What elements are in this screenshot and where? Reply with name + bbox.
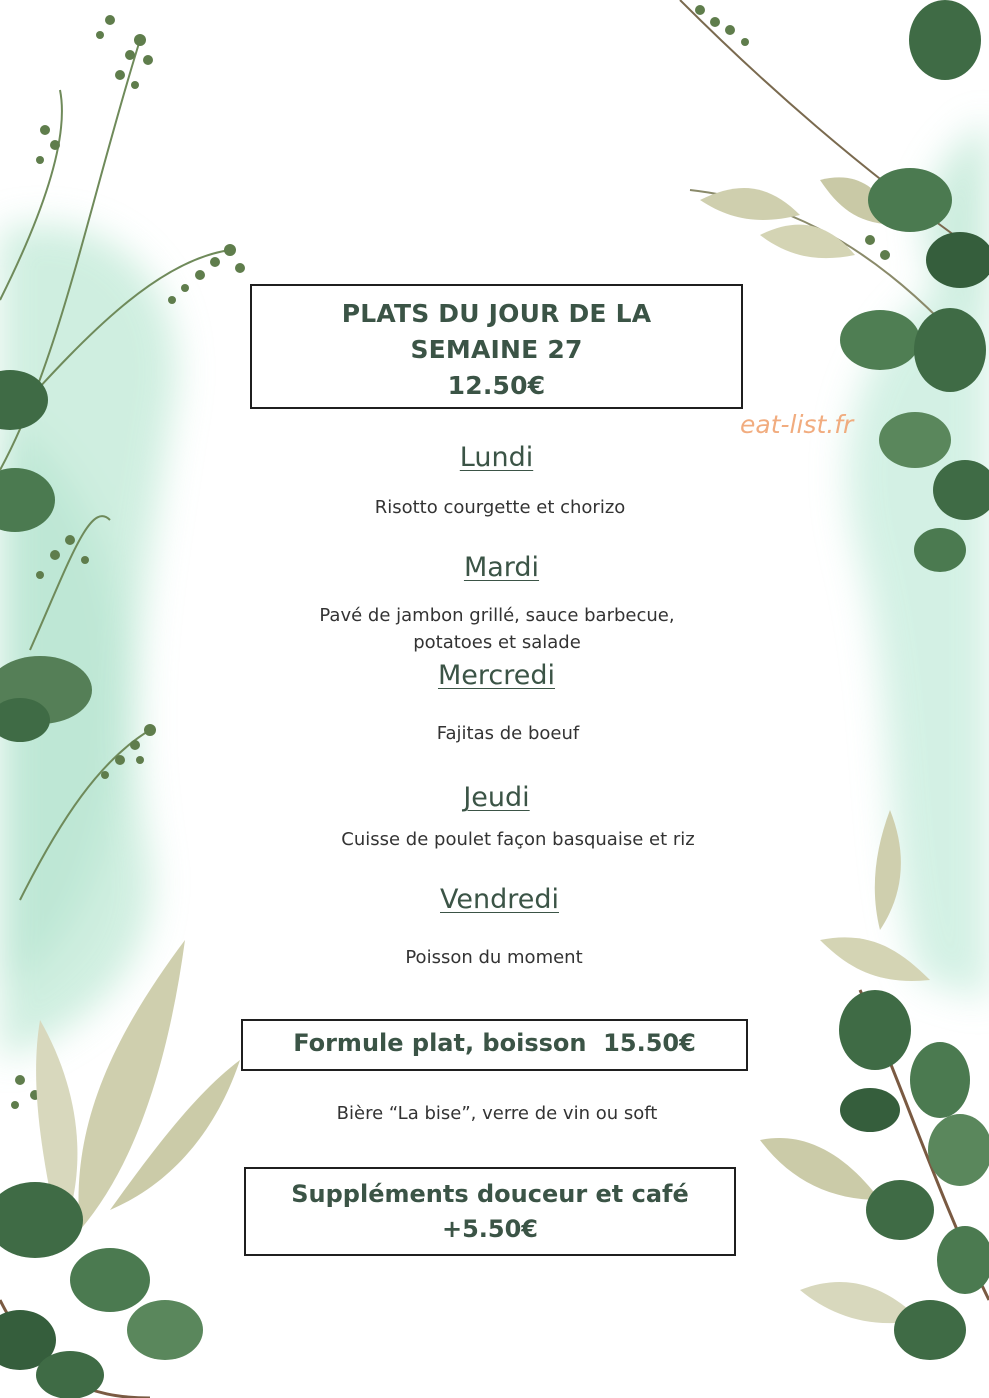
mint-wash: [0, 120, 989, 1060]
dish-mardi-line1: Pavé de jambon grillé, sauce barbecue,: [319, 605, 675, 626]
dish-lundi: Risotto courgette et chorizo: [374, 497, 626, 518]
formule-box: [241, 1019, 748, 1071]
dish-mercredi: Fajitas de boeuf: [436, 723, 580, 744]
day-heading-lundi: Lundi: [459, 442, 534, 473]
day-heading-vendredi: Vendredi: [440, 884, 559, 915]
day-heading-mardi: Mardi: [463, 552, 540, 583]
formule-label: Formule plat, boisson 15.50€: [293, 1029, 696, 1057]
supplements-line1: Suppléments douceur et café: [291, 1180, 689, 1208]
menu-title-line1: PLATS DU JOUR DE LA: [341, 299, 652, 328]
dish-vendredi: Poisson du moment: [405, 947, 583, 968]
watermark-text: eat-list.fr: [740, 410, 854, 439]
day-heading-mercredi: Mercredi: [437, 660, 556, 691]
menu-price: 12.50€: [447, 371, 546, 400]
dish-mardi-line2: potatoes et salade: [413, 632, 581, 653]
day-heading-jeudi: Jeudi: [463, 782, 530, 813]
formule-details: Bière “La bise”, verre de vin ou soft: [336, 1103, 658, 1124]
dish-jeudi: Cuisse de poulet façon basquaise et riz: [341, 829, 695, 850]
supplements-box: [244, 1167, 736, 1256]
menu-title-line2: SEMAINE 27: [410, 335, 583, 364]
supplements-price: +5.50€: [441, 1215, 539, 1243]
title-box: [250, 284, 743, 409]
